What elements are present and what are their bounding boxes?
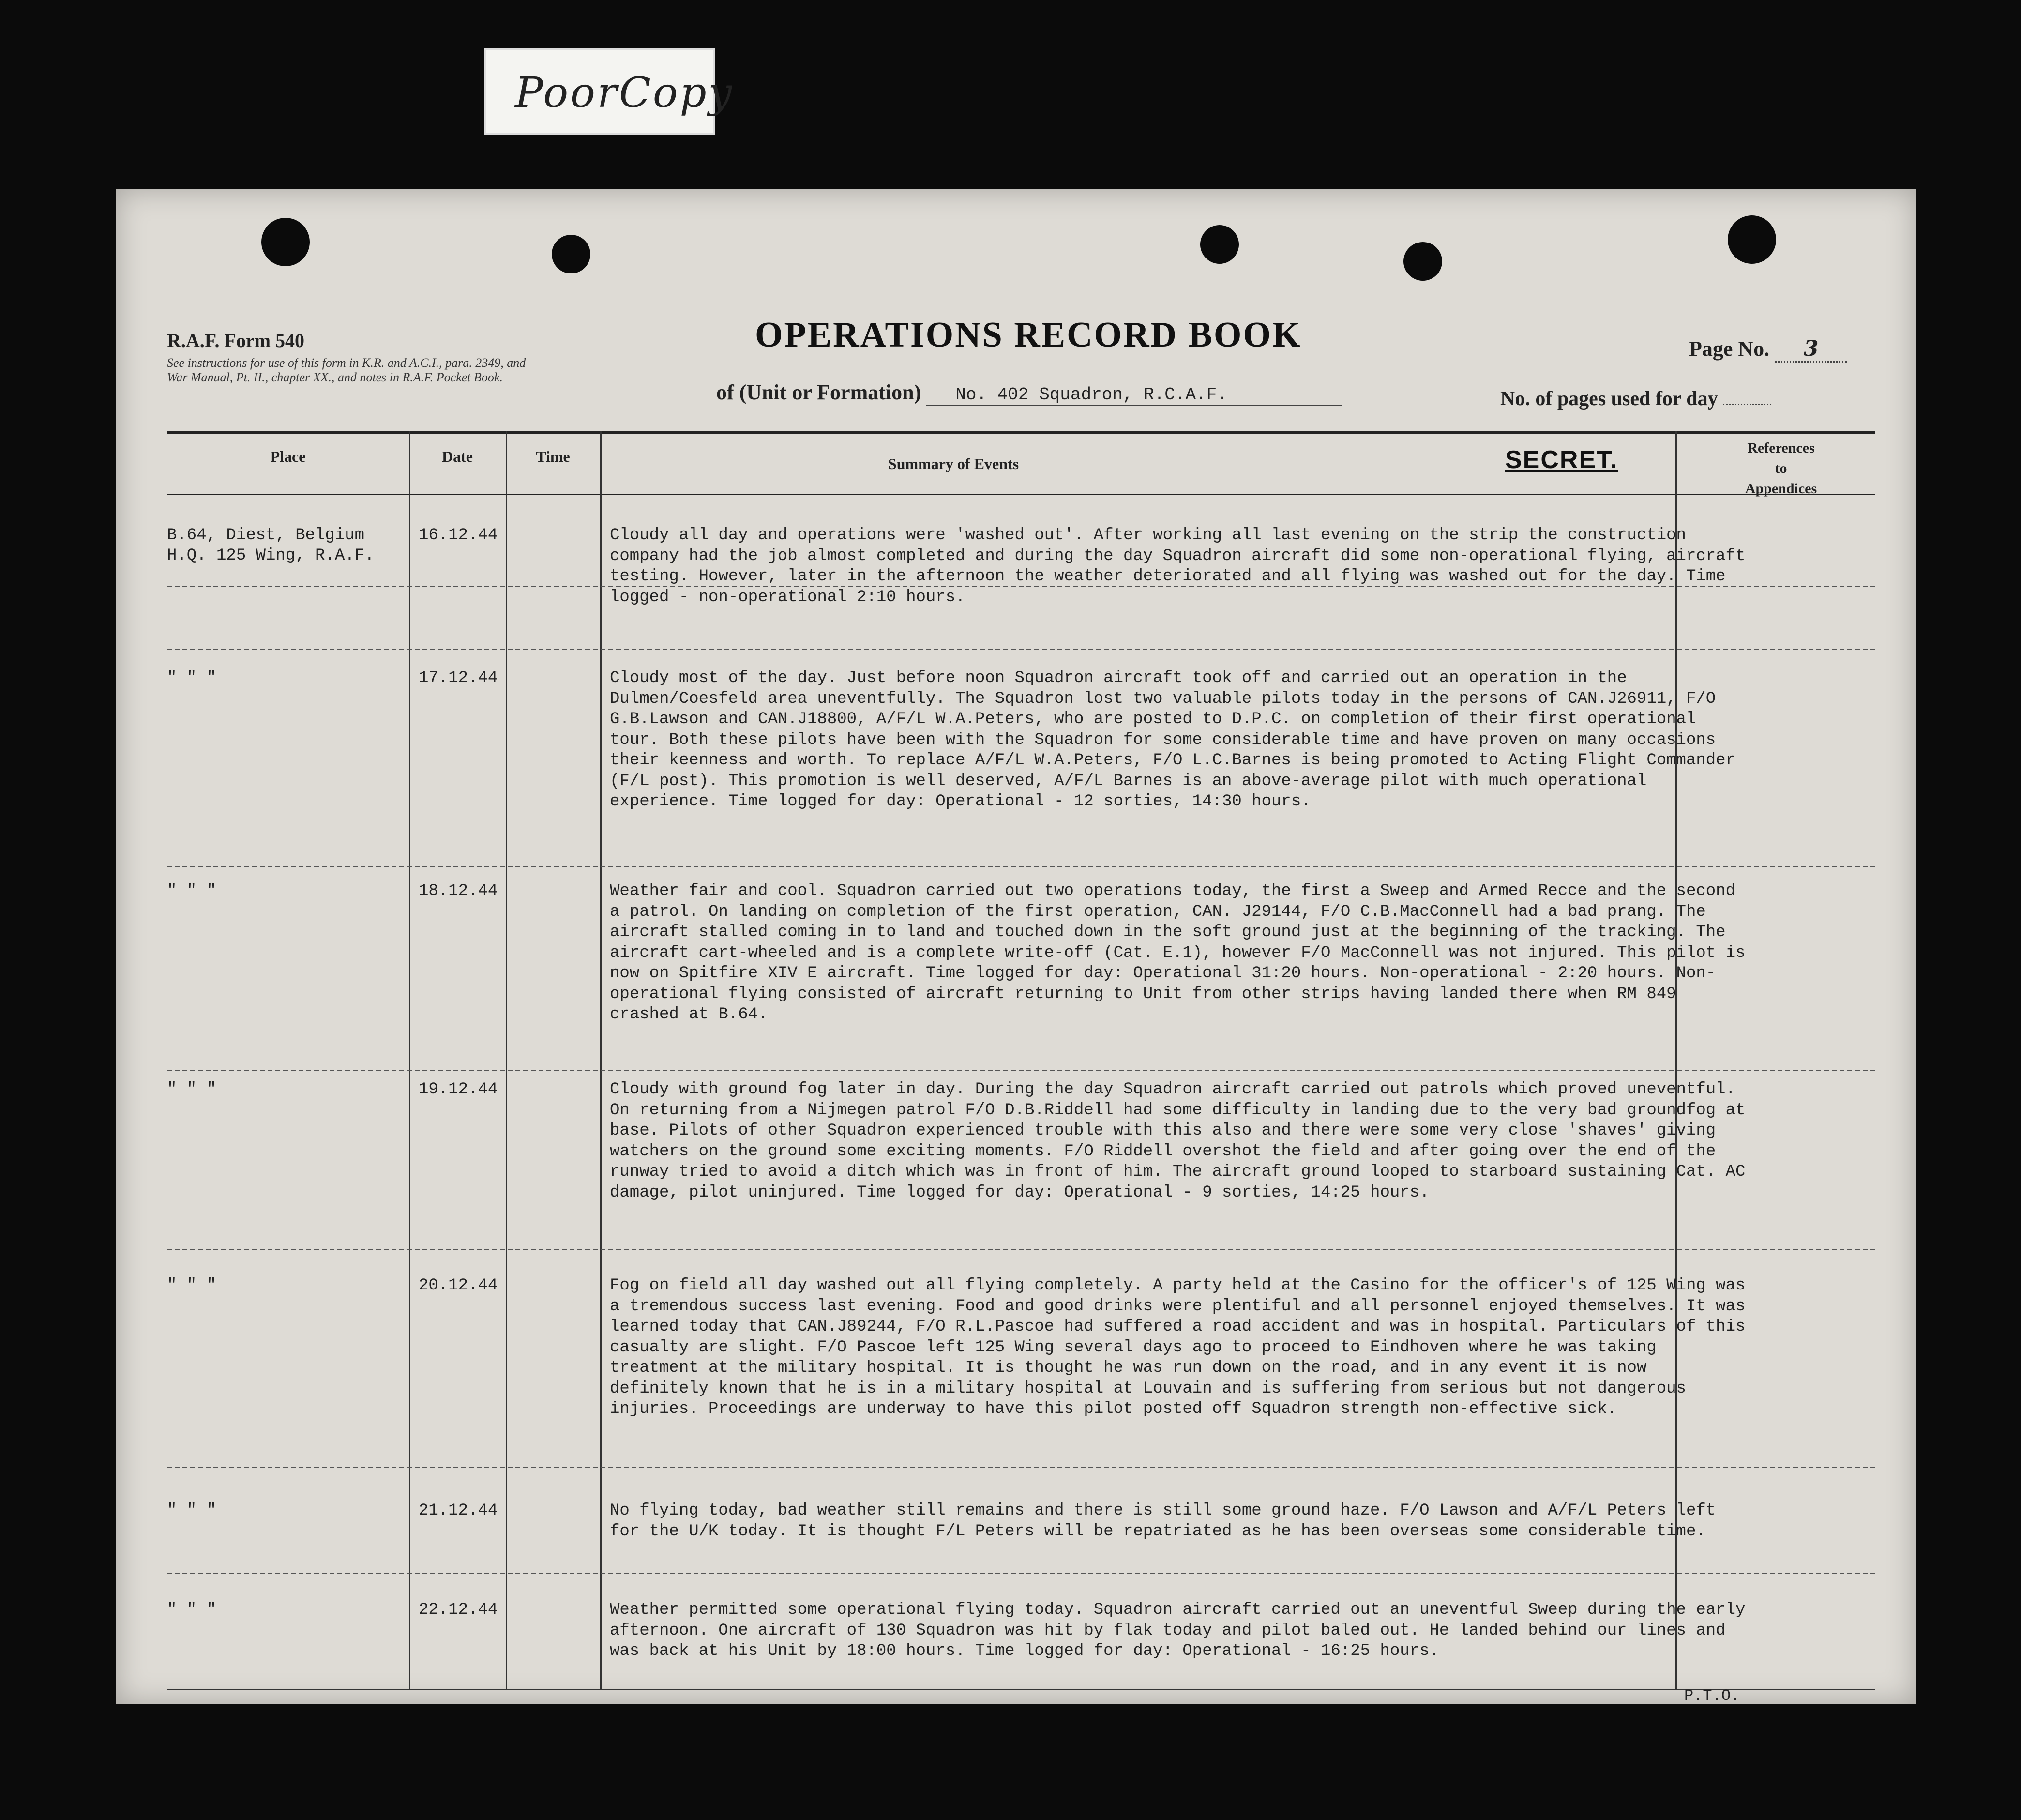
entry-summary: Cloudy with ground fog later in day. During the day Squadron aircraft carried out patrols which proved uneventful. On returning from a Nijmegen patrol F/O D.B.Riddell had some difficulty in landing due to the very bad groundfog at base. Pilots of other Squadron experienced trouble with this also and there were some very close 'shaves' giving watchers on the ground some exciting moments. F/O Riddell overshot the field and after going over the end of the runway tried to avoid a ditch which was in front of him. The aircraft ground looped to starboard sustaining Cat. AC damage, pilot uninjured. Time logged for day: Operational - 9 sorties, 14:25 hours. [610,1080,1746,1202]
references-line-2: to [1775,460,1787,476]
binder-hole [261,218,310,266]
ruled-line [167,1467,1875,1468]
page-number-value: 3 [1775,336,1847,363]
entry-place: B.64, Diest, Belgium H.Q. 125 Wing, R.A.F. [167,526,375,565]
entry-summary: Cloudy most of the day. Just before noon Squadron aircraft took off and carried out an operation in the Dulmen/Coesfeld area uneventfully. The Squadron lost two valuable pilots today in the persons of CAN.J26911, F/O G.B.Lawson and CAN.J18800, A/F/L W.A.Peters, who are posted to D.P.C. on completion of their first operational tour. Both these pilots have been with the Squadron for some considerable time and have proven on many occasions their keenness and worth. To replace A/F/L W.A.Peters, F/O L.C.Barnes is being promoted to Acting Flight Commander (F/L post). This promotion is well deserved, A/F/L Barnes is an above-average pilot with much operational experience. Time logged for day: Operational - 12 sorties, 14:30 hours. [610,669,1735,811]
page-number-label: Page No. [1689,337,1770,361]
unit-value: No. 402 Squadron, R.C.A.F. [926,385,1342,406]
ruled-line [167,1249,1875,1250]
entry-place: " " " [167,1502,217,1520]
form-number: R.A.F. Form 540 [167,330,305,351]
binder-hole [1728,215,1776,264]
table-top-rule [167,431,1875,434]
binder-hole [1200,225,1239,264]
col-time-header: Time [536,448,570,465]
col-date-header: Date [442,448,473,465]
entry-place: " " " [167,1276,217,1295]
poor-copy-text: PoorCopy [515,69,734,117]
table-bottom-rule [167,1689,1875,1690]
please-turn-over: P.T.O. [1684,1687,1740,1705]
unit-label: of (Unit or Formation) [716,380,921,404]
col-references-header [1684,438,1878,499]
binder-hole [1403,242,1442,281]
col-summary-header: Summary of Events [888,455,1019,472]
entry-date: 20.12.44 [419,1276,498,1295]
entry-date: 22.12.44 [419,1601,498,1619]
references-line-1: References [1747,440,1815,456]
form-instructions: See instructions for use of this form in K.R. and A.C.I., para. 2349, and War Manual, Pt. II., chapter XX., and notes in R.A.F. Pocket Book. [167,356,526,384]
entry-place: " " " [167,882,217,900]
entry-date: 21.12.44 [419,1502,498,1520]
page-title: OPERATIONS RECORD BOOK [755,315,1302,355]
entry-date: 19.12.44 [419,1080,498,1099]
unit-field [716,380,1342,406]
entry-summary: No flying today, bad weather still remains and there is still some ground haze. F/O Lawson and A/F/L Peters left for the U/K today. It is thought F/L Peters will be repatriated as he has been overseas some considerable time. [610,1502,1716,1541]
pages-used-blank [1723,404,1771,405]
references-line-3: Appendices [1745,481,1817,497]
entry-place: " " " [167,1601,217,1619]
ruled-line [167,649,1875,650]
poor-copy-label [484,48,734,135]
ruled-line [167,866,1875,867]
pages-used-label: No. of pages used for day [1500,388,1718,410]
col-place-header: Place [270,448,306,465]
entry-summary: Weather permitted some operational flying today. Squadron aircraft carried out an uneventful Sweep during the early afternoon. One aircraft of 130 Squadron was hit by flak today and pilot baled out. He landed behind our lines and was back at his Unit by 18:00 hours. Time logged for day: Operational - 16:25 hours. [610,1601,1746,1660]
ruled-line [167,1573,1875,1574]
entry-date: 18.12.44 [419,882,498,900]
entry-summary: Fog on field all day washed out all flying completely. A party held at the Casino for the officer's of 125 Wing was a tremendous success last evening. Food and good drinks were plentiful and all personnel enjoyed themselves. It was learned today that CAN.J89244, F/O R.L.Pascoe had suffered a road accident and was in hospital. Particulars of this casualty are slight. F/O Pascoe left 125 Wing several days ago to proceed to Eindhoven where he was taking treatment at the military hospital. It is thought he was run down on the road, and in any event it is now definitely known that he is in a military hospital at Louvain and is suffering from serious but not dangerous injuries. Proceedings are underway to have this pilot posted off Squadron strength non-effective sick. [610,1276,1746,1418]
entry-date: 17.12.44 [419,669,498,687]
classification-stamp: SECRET. [1505,446,1618,474]
column-divider [600,431,602,1689]
column-divider [409,431,410,1689]
binder-hole [552,235,590,273]
entry-place: " " " [167,669,217,687]
page-number-field [1689,336,1847,363]
record-sheet [116,189,1916,1704]
entry-date: 16.12.44 [419,526,498,545]
table-header-rule [167,494,1875,495]
entry-place: " " " [167,1080,217,1099]
ruled-line [167,1070,1875,1071]
pages-used-field [1500,387,1771,410]
entry-summary: Cloudy all day and operations were 'washed out'. After working all last evening on the strip the construction company had the job almost completed and during the day Squadron aircraft did some non-operational flying, aircraft testing. However, later in the afternoon the weather deteriorated and all flying was washed out for the day. Time logged - non-operational 2:10 hours. [610,526,1746,607]
entry-summary: Weather fair and cool. Squadron carried out two operations today, the first a Sweep and Armed Recce and the second a patrol. On landing on completion of the first operation, CAN. J29144, F/O C.B.MacConnell had a bad prang. The aircraft stalled coming in to land and touched down in the soft ground just at the beginning of the tracking. The aircraft cart-wheeled and is a complete write-off (Cat. E.1), however F/O MacConnell was not injured. This pilot is now on Spitfire XIV E aircraft. Time logged for day: Operational 31:20 hours. Non-operational - 2:20 hours. Non-operational flying consisted of aircraft returning to Unit from other strips having landed there when RM 849 crashed at B.64. [610,882,1746,1024]
